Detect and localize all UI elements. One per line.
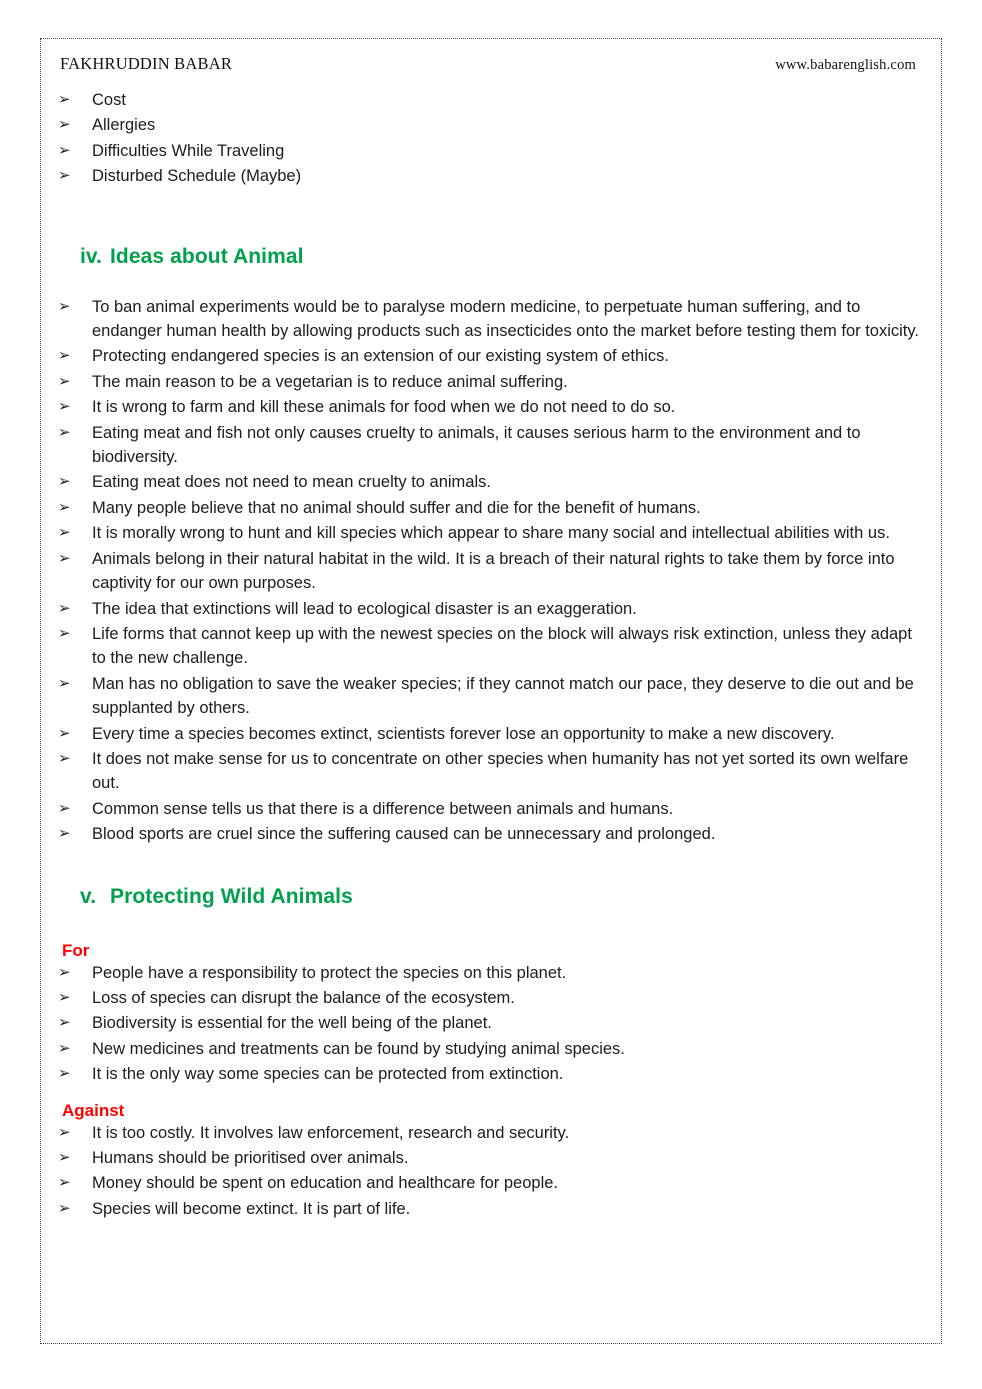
header-website-url: www.babarenglish.com	[775, 57, 916, 73]
list-item-text: Species will become extinct. It is part of life.	[92, 1199, 411, 1218]
list-item-text: Cost	[92, 91, 126, 109]
list-item	[58, 722, 920, 746]
arrow-bullet-icon: ➢	[58, 723, 71, 742]
list-item-text: Money should be spent on education and healthcare for people.	[92, 1174, 559, 1193]
list-item	[58, 1062, 920, 1086]
list-item-text: Eating meat does not need to mean cruelty to animals.	[92, 473, 491, 492]
arrow-bullet-icon: ➢	[58, 497, 71, 516]
arrow-bullet-icon: ➢	[58, 673, 71, 692]
list-item-text: New medicines and treatments can be found by studying animal species.	[92, 1039, 625, 1058]
section-title: Ideas about Animal	[110, 244, 304, 268]
list-item	[58, 88, 920, 112]
page-content	[40, 38, 942, 1344]
arrow-bullet-icon: ➢	[58, 371, 71, 390]
stance-label-against: Against	[62, 1100, 125, 1120]
list-item	[58, 496, 920, 520]
list-item	[58, 139, 920, 163]
list-item-text: Loss of species can disrupt the balance of the ecosystem.	[92, 988, 515, 1007]
arrow-bullet-icon: ➢	[58, 140, 71, 159]
arrow-bullet-icon: ➢	[58, 523, 71, 542]
arrow-bullet-icon: ➢	[58, 1013, 71, 1032]
list-item	[58, 113, 920, 137]
arrow-bullet-icon: ➢	[58, 962, 71, 981]
arrow-bullet-icon: ➢	[58, 623, 71, 642]
arrow-bullet-icon: ➢	[58, 90, 71, 108]
section-numeral: iv.	[80, 244, 103, 268]
list-item	[58, 597, 920, 621]
list-item-text: It is morally wrong to hunt and kill species which appear to share many social and intellectual abilities with us.	[92, 524, 890, 543]
list-item-text: Life forms that cannot keep up with the newest species on the block will always risk extinction, unless they adapt to the new challenge.	[92, 624, 912, 668]
arrow-bullet-icon: ➢	[58, 422, 71, 441]
top-bullet-list	[58, 88, 920, 189]
list-item-text: Difficulties While Traveling	[92, 141, 285, 160]
arrow-bullet-icon: ➢	[58, 115, 71, 134]
list-item-text: Animals belong in their natural habitat in the wild. It is a breach of their natural rights to take them by force into captivity for our own purposes.	[92, 549, 895, 593]
list-item	[58, 797, 920, 821]
list-item-text: It is too costly. It involves law enforcement, research and security.	[92, 1123, 570, 1142]
header-author-name: FAKHRUDDIN BABAR	[60, 54, 233, 73]
list-item	[58, 421, 920, 470]
list-item-text: The idea that extinctions will lead to ecological disaster is an exaggeration.	[92, 599, 637, 618]
arrow-bullet-icon: ➢	[58, 1198, 71, 1217]
list-item-text: Allergies	[92, 116, 156, 135]
list-item	[58, 672, 920, 721]
arrow-bullet-icon: ➢	[58, 987, 71, 1006]
list-item-text: Man has no obligation to save the weaker species; if they cannot match our pace, they deserve to die out and be supplanted by others.	[92, 674, 914, 718]
list-item-text: Biodiversity is essential for the well being of the planet.	[92, 1014, 492, 1033]
arrow-bullet-icon: ➢	[58, 296, 71, 315]
list-item-text: It is wrong to farm and kill these animals for food when we do not need to do so.	[92, 398, 676, 417]
arrow-bullet-icon: ➢	[58, 548, 71, 567]
arrow-bullet-icon: ➢	[58, 166, 71, 185]
list-item	[58, 164, 920, 188]
for-arguments-list	[58, 961, 920, 1087]
ideas-about-animal-list	[58, 295, 920, 847]
list-item	[58, 1146, 920, 1170]
list-item-text: Humans should be prioritised over animals.	[92, 1149, 409, 1167]
section-title: Protecting Wild Animals	[110, 884, 353, 908]
list-item-text: It is the only way some species can be protected from extinction.	[92, 1065, 564, 1084]
arrow-bullet-icon: ➢	[58, 1148, 71, 1166]
list-item-text: Common sense tells us that there is a difference between animals and humans.	[92, 799, 674, 818]
list-item	[58, 822, 920, 846]
arrow-bullet-icon: ➢	[58, 472, 71, 491]
list-item	[58, 295, 920, 344]
arrow-bullet-icon: ➢	[58, 748, 71, 767]
document-header	[58, 54, 920, 74]
list-item	[58, 470, 920, 494]
arrow-bullet-icon: ➢	[58, 1064, 71, 1083]
list-item-text: Every time a species becomes extinct, scientists forever lose an opportunity to make a new discovery.	[92, 724, 835, 743]
list-item	[58, 1121, 920, 1145]
list-item	[58, 1171, 920, 1195]
list-item	[58, 344, 920, 368]
list-item-text: Many people believe that no animal should suffer and die for the benefit of humans.	[92, 498, 701, 517]
arrow-bullet-icon: ➢	[58, 1173, 71, 1192]
section-heading-ideas-about-animal	[58, 245, 920, 269]
list-item-text: The main reason to be a vegetarian is to reduce animal suffering.	[92, 372, 568, 391]
list-item-text: Eating meat and fish not only causes cruelty to animals, it causes serious harm to the environment and to biodiversity.	[92, 423, 861, 467]
list-item	[58, 961, 920, 985]
arrow-bullet-icon: ➢	[58, 397, 71, 416]
list-item-text: Protecting endangered species is an extension of our existing system of ethics.	[92, 347, 669, 366]
arrow-bullet-icon: ➢	[58, 346, 71, 365]
list-item	[58, 622, 920, 671]
list-item	[58, 986, 920, 1010]
list-item	[58, 1011, 920, 1035]
list-item	[58, 370, 920, 394]
arrow-bullet-icon: ➢	[58, 598, 71, 617]
arrow-bullet-icon: ➢	[58, 1122, 71, 1141]
arrow-bullet-icon: ➢	[58, 798, 71, 817]
stance-label-for: For	[62, 940, 90, 960]
list-item	[58, 747, 920, 796]
list-item-text: People have a responsibility to protect the species on this planet.	[92, 963, 567, 982]
section-numeral: v.	[80, 884, 97, 908]
list-item	[58, 1037, 920, 1061]
arrow-bullet-icon: ➢	[58, 1038, 71, 1057]
against-arguments-list	[58, 1121, 920, 1222]
list-item	[58, 395, 920, 419]
list-item-text: Blood sports are cruel since the suffering caused can be unnecessary and prolonged.	[92, 825, 716, 844]
list-item-text: To ban animal experiments would be to paralyse modern medicine, to perpetuate human suffering, and to endanger human health by allowing products such as insecticides onto the market before testing them for toxicity.	[92, 297, 919, 341]
list-item-text: It does not make sense for us to concentrate on other species when humanity has not yet sorted its own welfare out.	[92, 749, 909, 793]
section-heading-protecting-wild-animals	[58, 885, 920, 909]
list-item	[58, 547, 920, 596]
arrow-bullet-icon: ➢	[58, 824, 71, 843]
list-item	[58, 1197, 920, 1221]
list-item	[58, 521, 920, 545]
list-item-text: Disturbed Schedule (Maybe)	[92, 167, 302, 186]
